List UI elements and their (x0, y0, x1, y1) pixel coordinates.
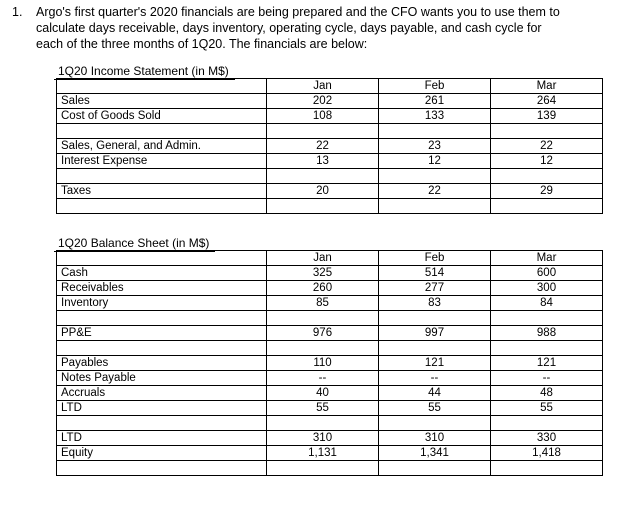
row-label: Cash (57, 266, 267, 281)
cell: 310 (379, 431, 491, 446)
cell: 1,131 (267, 446, 379, 461)
table-row (57, 401, 603, 416)
month-header: Feb (379, 251, 491, 266)
cell: 121 (491, 356, 603, 371)
table-row (57, 251, 603, 266)
month-header: Jan (267, 251, 379, 266)
cell: 260 (267, 281, 379, 296)
cell: 133 (379, 109, 491, 124)
cell: 261 (379, 94, 491, 109)
cell: 20 (267, 184, 379, 199)
table-row (57, 266, 603, 281)
spacer-row (57, 461, 603, 476)
table-row (57, 139, 603, 154)
month-header: Feb (379, 79, 491, 94)
cell: 48 (491, 386, 603, 401)
row-label: Interest Expense (57, 154, 267, 169)
cell: 13 (267, 154, 379, 169)
cell: 600 (491, 266, 603, 281)
table-row (57, 109, 603, 124)
row-label: PP&E (57, 326, 267, 341)
table-row (57, 154, 603, 169)
spacer-row (57, 169, 603, 184)
row-label: LTD (57, 431, 267, 446)
cell: 110 (267, 356, 379, 371)
row-label: Notes Payable (57, 371, 267, 386)
cell: 22 (491, 139, 603, 154)
cell: 121 (379, 356, 491, 371)
spacer-row (57, 124, 603, 139)
cell: 300 (491, 281, 603, 296)
row-label: LTD (57, 401, 267, 416)
table-row (57, 94, 603, 109)
cell: 29 (491, 184, 603, 199)
cell: 277 (379, 281, 491, 296)
cell: 139 (491, 109, 603, 124)
cell: 310 (267, 431, 379, 446)
cell: 108 (267, 109, 379, 124)
cell: -- (379, 371, 491, 386)
table-row (57, 79, 603, 94)
cell: 85 (267, 296, 379, 311)
row-label: Accruals (57, 386, 267, 401)
row-label: Equity (57, 446, 267, 461)
balance-sheet-table (56, 250, 603, 476)
cell: 976 (267, 326, 379, 341)
row-label: Receivables (57, 281, 267, 296)
table-row (57, 281, 603, 296)
cell: 83 (379, 296, 491, 311)
table-row (57, 431, 603, 446)
cell: 22 (267, 139, 379, 154)
balance-sheet-caption: 1Q20 Balance Sheet (in M$) (58, 236, 210, 250)
table-row (57, 326, 603, 341)
question-text: Argo's first quarter's 2020 financials are being prepared and the CFO wants you to use them to calculate days receivable, days inventory, operating cycle, days payable, and cash cycle for each of the three months of 1Q20. The financials are below: (36, 5, 560, 51)
cell: 55 (491, 401, 603, 416)
table-row (57, 296, 603, 311)
row-label: Sales, General, and Admin. (57, 139, 267, 154)
cell: 1,341 (379, 446, 491, 461)
row-label: Inventory (57, 296, 267, 311)
row-label: Cost of Goods Sold (57, 109, 267, 124)
month-header: Mar (491, 251, 603, 266)
cell: 330 (491, 431, 603, 446)
table-row (57, 356, 603, 371)
cell: 22 (379, 184, 491, 199)
income-statement-caption: 1Q20 Income Statement (in M$) (58, 64, 229, 78)
cell: 12 (491, 154, 603, 169)
cell: 997 (379, 326, 491, 341)
cell: -- (267, 371, 379, 386)
table-row (57, 371, 603, 386)
spacer-row (57, 311, 603, 326)
row-label: Payables (57, 356, 267, 371)
cell: 44 (379, 386, 491, 401)
cell: 23 (379, 139, 491, 154)
spacer-row (57, 199, 603, 214)
cell: 264 (491, 94, 603, 109)
table-row (57, 184, 603, 199)
cell: 84 (491, 296, 603, 311)
cell: 40 (267, 386, 379, 401)
cell: 55 (267, 401, 379, 416)
cell: 988 (491, 326, 603, 341)
cell: 202 (267, 94, 379, 109)
question-number: 1. (12, 5, 23, 19)
cell: 514 (379, 266, 491, 281)
table-row (57, 446, 603, 461)
row-label: Taxes (57, 184, 267, 199)
cell: 1,418 (491, 446, 603, 461)
spacer-row (57, 416, 603, 431)
cell: 12 (379, 154, 491, 169)
month-header: Mar (491, 79, 603, 94)
spacer-row (57, 341, 603, 356)
table-row (57, 386, 603, 401)
cell: -- (491, 371, 603, 386)
row-label: Sales (57, 94, 267, 109)
income-statement-table (56, 78, 603, 214)
month-header: Jan (267, 79, 379, 94)
cell: 325 (267, 266, 379, 281)
cell: 55 (379, 401, 491, 416)
